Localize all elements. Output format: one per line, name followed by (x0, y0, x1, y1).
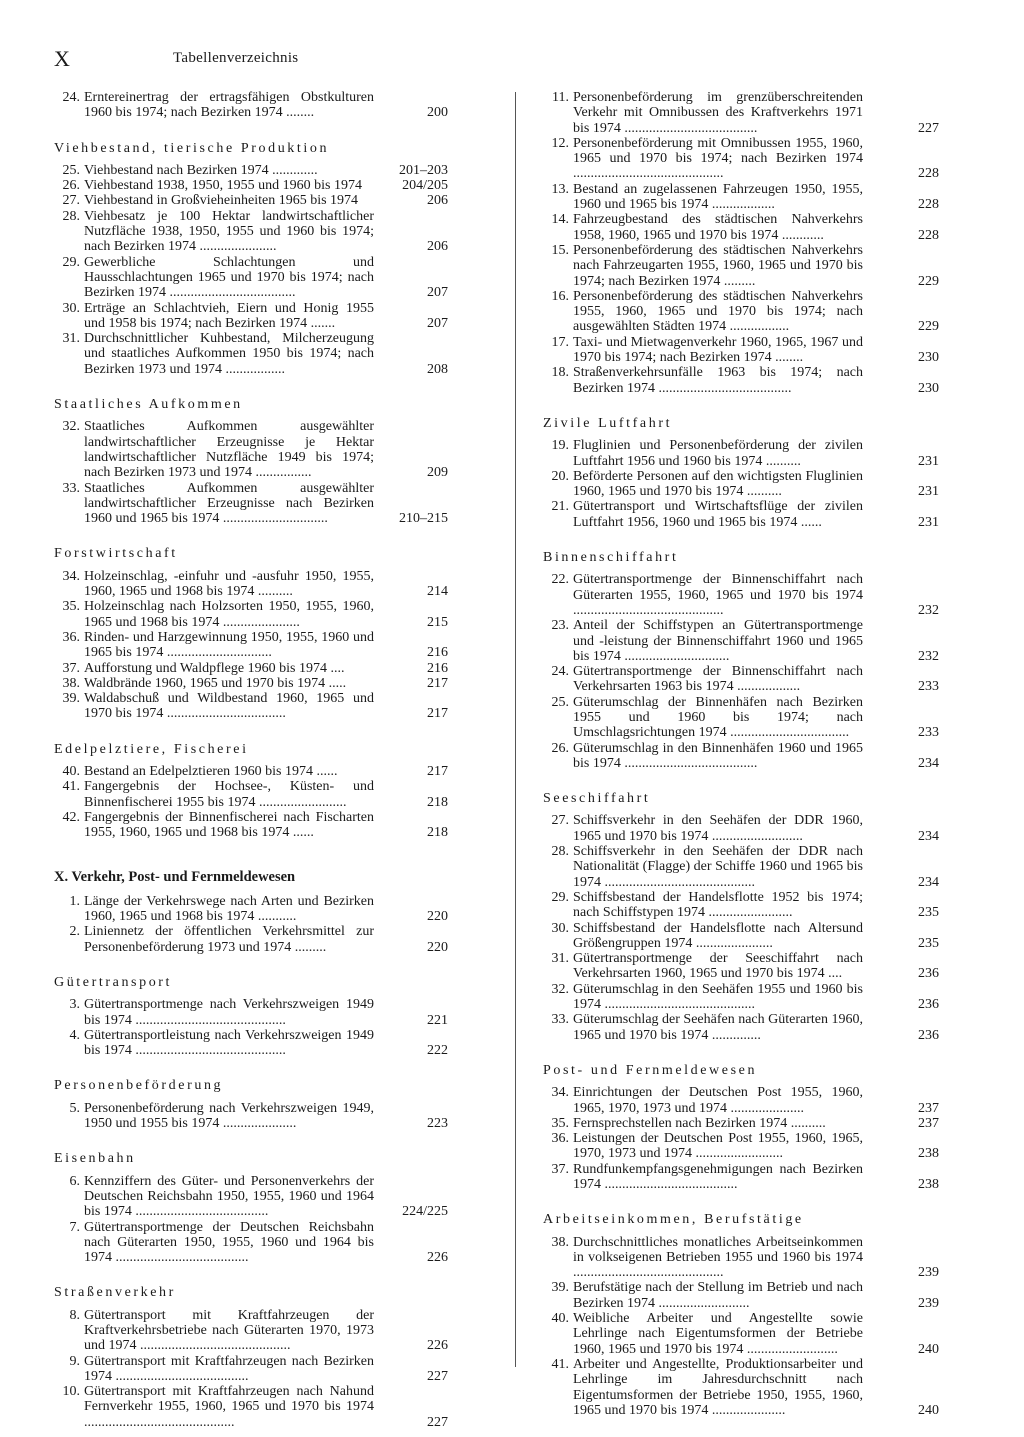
table-of-contents-entry (54, 1307, 448, 1354)
entry-title: Bestand an zugelassenen Fahrzeugen 1950, 1955, 1960 und 1965 bis 1974 .................. (573, 181, 863, 213)
entry-number: 14. (551, 212, 569, 228)
table-of-contents-entry (54, 331, 448, 377)
entry-number: 9. (69, 1353, 80, 1369)
entry-number: 27. (551, 813, 569, 829)
entry-page-number: 209 (427, 465, 448, 481)
entry-page-number: 231 (918, 453, 939, 469)
entry-page-number: 200 (427, 105, 448, 121)
entry-page-number: 235 (918, 905, 939, 921)
table-of-contents-entry (543, 572, 939, 618)
section-heading: Binnenschiffahrt (543, 550, 679, 566)
entry-number: 21. (551, 499, 569, 515)
entry-number: 41. (551, 1356, 569, 1372)
table-of-contents-entry (543, 1311, 939, 1357)
table-of-contents-entry (543, 468, 939, 500)
entry-title: Berufstätige nach der Stellung im Betrieb und nach Bezirken 1974 .......................... (573, 1280, 863, 1311)
table-of-contents-entry (543, 1131, 939, 1162)
table-of-contents-entry (54, 208, 448, 255)
entry-number: 3. (69, 997, 80, 1013)
entry-title: Schiffsbestand der Handelsflotte 1952 bis 1974; nach Schiffstypen 1974 ........................ (573, 889, 863, 921)
table-of-contents-entry (543, 981, 939, 1013)
entry-number: 30. (62, 300, 80, 316)
section-heading: Personenbeförderung (54, 1078, 224, 1094)
table-of-contents-entry (543, 889, 939, 921)
entry-title: Gütertransport mit Kraftfahrzeugen der Kraftverkehrsbetriebe nach Güterarten 1970, 1973 und 1974 ........................................... (84, 1307, 374, 1354)
table-of-contents-entry (543, 1161, 939, 1193)
entry-number: 29. (551, 889, 569, 905)
entry-number: 28. (62, 208, 80, 224)
entry-title: Viehbesatz je 100 Hektar landwirtschaftlicher Nutzfläche 1938, 1950, 1955 und 1960 bis 1974; nach Bezirken 1974 ...................... (84, 208, 374, 255)
entry-title: Gütertransportleistung nach Verkehrszweigen 1949 bis 1974 ........................................... (84, 1027, 374, 1059)
table-of-contents-entry (543, 618, 939, 664)
entry-page-number: 229 (918, 273, 939, 289)
table-of-contents-entry (543, 694, 939, 741)
entry-page-number: 233 (918, 725, 939, 741)
table-of-contents-entry (54, 675, 448, 691)
entry-page-number: 220 (427, 909, 448, 925)
table-of-contents-entry (54, 254, 448, 301)
table-of-contents-entry (54, 660, 448, 676)
table-of-contents-entry (543, 664, 939, 695)
chapter-heading: X. Verkehr, Post- und Fernmeldewesen (54, 869, 296, 886)
table-of-contents-entry (543, 844, 939, 890)
page-number: X (54, 46, 70, 71)
entry-title: Fahrzeugbestand des städtischen Nahverkehrs 1958, 1960, 1965 und 1970 bis 1974 ............ (573, 212, 863, 243)
entry-title: Rundfunkempfangsgenehmigungen nach Bezirken 1974 ...................................... (573, 1161, 863, 1192)
table-of-contents-entry (543, 365, 939, 396)
entry-page-number: 227 (918, 120, 939, 136)
entry-page-number: 221 (427, 1012, 448, 1028)
table-of-contents-entry (54, 779, 448, 810)
entry-number: 35. (551, 1115, 569, 1131)
entry-number: 25. (551, 694, 569, 710)
entry-page-number: 228 (918, 197, 939, 213)
entry-page-number: 206 (427, 193, 448, 209)
entry-number: 7. (69, 1219, 80, 1235)
entry-title: Gütertransportmenge der Binnenschiffahrt nach Verkehrsarten 1963 bis 1974 .................. (573, 664, 863, 695)
entry-page-number: 226 (427, 1250, 448, 1266)
section-heading: Gütertransport (54, 974, 173, 990)
entry-number: 13. (551, 181, 569, 197)
entry-title: Kennziffern des Güter- und Personenverkehrs der Deutschen Reichsbahn 1950, 1955, 1960 und 1964 bis 1974 ...................................... (84, 1173, 374, 1220)
entry-number: 17. (551, 334, 569, 350)
table-of-contents-entry (543, 813, 939, 844)
entry-number: 33. (551, 1012, 569, 1028)
entry-number: 29. (62, 254, 80, 270)
entry-page-number: 207 (427, 285, 448, 301)
entry-number: 32. (62, 419, 80, 435)
entry-page-number: 228 (918, 166, 939, 182)
section-heading: Staatliches Aufkommen (54, 397, 243, 413)
entry-title: Staatliches Aufkommen ausgewählter landwirtschaftlicher Erzeugnisse je Hektar landwirtschaftlicher Nutzfläche 1949 bis 1974; nach Bezirken 1973 und 1974 ................ (84, 419, 374, 481)
entry-page-number: 204/205 (402, 178, 448, 194)
table-of-contents-entry (543, 1085, 939, 1116)
table-of-contents-entry (54, 691, 448, 722)
entry-number: 5. (69, 1100, 80, 1116)
entry-title: Güterumschlag in den Seehäfen 1955 und 1960 bis 1974 ........................................... (573, 981, 863, 1013)
page-header (54, 46, 974, 70)
table-of-contents-entry (543, 1234, 939, 1281)
entry-title: Personenbeförderung im grenzüberschreitenden Verkehr mit Omnibussen des Kraftverkehrs 1971 bis 1974 ...................................... (573, 90, 863, 136)
entry-page-number: 210–215 (399, 511, 448, 527)
entry-title: Einrichtungen der Deutschen Post 1955, 1960, 1965, 1970, 1973 und 1974 ..................... (573, 1085, 863, 1116)
table-of-contents-entry (543, 438, 939, 469)
entry-page-number: 218 (427, 794, 448, 810)
table-of-contents-entry (54, 599, 448, 630)
entry-title: Fangergebnis der Binnenfischerei nach Fischarten 1955, 1960, 1965 und 1968 bis 1974 ...... (84, 809, 374, 841)
left-column (54, 90, 448, 1430)
table-of-contents-entry (543, 951, 939, 982)
entry-number: 2. (69, 924, 80, 940)
table-of-contents-entry (54, 90, 448, 121)
entry-title: Waldabschuß und Wildbestand 1960, 1965 und 1970 bis 1974 .................................. (84, 691, 374, 722)
table-of-contents-entry (54, 193, 448, 209)
entry-page-number: 226 (427, 1338, 448, 1354)
entry-title: Staatliches Aufkommen ausgewählter landwirtschaftlicher Erzeugnisse nach Bezirken 1960 und 1965 bis 1974 .............................. (84, 480, 374, 527)
entry-title: Güterumschlag in den Binnenhäfen 1960 und 1965 bis 1974 ...................................... (573, 740, 863, 771)
table-of-contents-entry (54, 1219, 448, 1266)
entry-page-number: 237 (918, 1100, 939, 1116)
entry-page-number: 227 (427, 1368, 448, 1384)
entry-title: Rinden- und Harzgewinnung 1950, 1955, 1960 und 1965 bis 1974 .............................. (84, 629, 374, 661)
entry-number: 22. (551, 572, 569, 588)
entry-title: Gütertransport und Wirtschaftsflüge der zivilen Luftfahrt 1956, 1960 und 1965 bis 1974 ...... (573, 499, 863, 530)
table-of-contents-entry (543, 334, 939, 366)
entry-number: 31. (551, 951, 569, 967)
section-heading: Arbeitseinkommen, Berufstätige (543, 1212, 804, 1228)
entry-page-number: 207 (427, 315, 448, 331)
entry-number: 19. (551, 438, 569, 454)
entry-title: Gütertransportmenge der Binnenschiffahrt nach Güterarten 1955, 1960, 1965 und 1970 bis 1974 ........................................... (573, 572, 863, 618)
entry-title: Erntereinertrag der ertragsfähigen Obstkulturen 1960 bis 1974; nach Bezirken 1974 ........ (84, 90, 374, 121)
entry-page-number: 222 (427, 1043, 448, 1059)
entry-page-number: 238 (918, 1177, 939, 1192)
section-heading: Post- und Fernmeldewesen (543, 1062, 758, 1078)
entry-title: Taxi- und Mietwagenverkehr 1960, 1965, 1967 und 1970 bis 1974; nach Bezirken 1974 ........ (573, 334, 863, 366)
table-of-contents-entry (54, 763, 448, 779)
entry-title: Schiffsverkehr in den Seehäfen der DDR 1960, 1965 und 1970 bis 1974 .......................... (573, 813, 863, 844)
entry-title: Arbeiter und Angestellte, Produktionsarbeiter und Lehrlinge im Jahresdurchschnitt nach Eigentumsformen der Betriebe 1950, 1955, 1960, 1965 und 1970 bis 1974 ..................... (573, 1356, 863, 1418)
entry-number: 34. (551, 1085, 569, 1101)
entry-page-number: 232 (918, 648, 939, 664)
entry-page-number: 215 (427, 614, 448, 630)
entry-number: 36. (551, 1131, 569, 1147)
entry-title: Waldbrände 1960, 1965 und 1970 bis 1974 ..... (84, 675, 347, 691)
section-heading: Edelpelztiere, Fischerei (54, 741, 249, 757)
entry-page-number: 240 (918, 1341, 939, 1357)
entry-page-number: 216 (427, 645, 448, 661)
page-title: Tabellenverzeichnis (173, 50, 299, 66)
entry-number: 39. (62, 691, 80, 707)
entry-page-number: 231 (918, 514, 939, 530)
entry-page-number: 228 (918, 227, 939, 243)
entry-number: 4. (69, 1027, 80, 1043)
table-of-contents-entry (543, 740, 939, 772)
entry-number: 27. (62, 193, 80, 209)
entry-number: 41. (62, 779, 80, 795)
entry-number: 40. (62, 763, 80, 779)
entry-number: 35. (62, 599, 80, 615)
entry-number: 20. (551, 468, 569, 484)
table-of-contents-entry (543, 212, 939, 243)
entry-page-number: 201–203 (399, 162, 448, 178)
entry-number: 31. (62, 331, 80, 347)
entry-number: 16. (551, 288, 569, 304)
entry-page-number: 223 (427, 1116, 448, 1132)
entry-page-number: 224/225 (402, 1204, 448, 1220)
entry-title: Weibliche Arbeiter und Angestellte sowie Lehrlinge nach Eigentumsformen der Betriebe 1960, 1965 und 1970 bis 1974 .......................... (573, 1311, 863, 1357)
entry-number: 8. (69, 1307, 80, 1323)
entry-title: Viehbestand nach Bezirken 1974 ............. (84, 162, 318, 178)
table-of-contents-entry (543, 135, 939, 182)
entry-title: Gütertransport mit Kraftfahrzeugen nach Nahund Fernverkehr 1955, 1960, 1965 und 1970 bis 1974 ........................................... (84, 1384, 374, 1430)
entry-title: Gütertransport mit Kraftfahrzeugen nach Bezirken 1974 ...................................... (84, 1353, 374, 1384)
entry-title: Liniennetz der öffentlichen Verkehrsmittel zur Personenbeförderung 1973 und 1974 ......... (84, 924, 374, 955)
entry-page-number: 235 (918, 935, 939, 951)
table-of-contents-entry (54, 300, 448, 332)
table-of-contents-entry (54, 997, 448, 1028)
table-of-contents-entry (54, 1384, 448, 1430)
entry-page-number: 236 (918, 966, 939, 982)
entry-number: 32. (551, 981, 569, 997)
entry-title: Schiffsverkehr in den Seehäfen der DDR nach Nationalität (Flagge) der Schiffe 1960 und 1965 bis 1974 ........................................... (573, 844, 863, 890)
entry-title: Aufforstung und Waldpflege 1960 bis 1974 .... (84, 660, 345, 676)
table-of-contents-entry (543, 288, 939, 335)
entry-title: Fangergebnis der Hochsee-, Küsten- und Binnenfischerei 1955 bis 1974 ......................... (84, 779, 374, 810)
table-of-contents-entry (543, 499, 939, 530)
table-of-contents-entry (54, 1100, 448, 1132)
entry-title: Personenbeförderung des städtischen Nahverkehrs 1955, 1960, 1965 und 1970 bis 1974; nach ausgewählten Städten 1974 ................. (573, 288, 863, 335)
entry-number: 11. (552, 90, 569, 105)
table-of-contents-entry (54, 162, 448, 178)
section-heading: Straßenverkehr (54, 1285, 176, 1301)
entry-title: Straßenverkehrsunfälle 1963 bis 1974; nach Bezirken 1974 ...................................... (573, 365, 863, 396)
entry-page-number: 230 (918, 380, 939, 396)
entry-number: 37. (62, 660, 80, 676)
entry-number: 42. (62, 809, 80, 825)
table-of-contents-entry (543, 1012, 939, 1043)
table-of-contents-entry (543, 181, 939, 213)
entry-title: Fernsprechstellen nach Bezirken 1974 .......... (573, 1115, 826, 1131)
entry-number: 38. (551, 1234, 569, 1250)
entry-title: Personenbeförderung nach Verkehrszweigen 1949, 1950 und 1955 bis 1974 ..................... (84, 1100, 374, 1132)
table-of-contents-entry (54, 629, 448, 661)
entry-title: Güterumschlag der Seehäfen nach Güterarten 1960, 1965 und 1970 bis 1974 .............. (573, 1012, 863, 1043)
right-column (543, 90, 939, 1418)
entry-page-number: 216 (427, 660, 448, 676)
entry-title: Fluglinien und Personenbeförderung der zivilen Luftfahrt 1956 und 1960 bis 1974 .......... (573, 438, 863, 469)
table-of-contents-entry (543, 920, 939, 952)
entry-page-number: 234 (918, 755, 939, 771)
entry-number: 26. (62, 178, 80, 194)
section-heading: Viehbestand, tierische Produktion (54, 140, 330, 156)
entry-title: Leistungen der Deutschen Post 1955, 1960, 1965, 1970, 1973 und 1974 ......................... (573, 1131, 863, 1162)
column-divider (515, 92, 516, 1367)
entry-title: Schiffsbestand der Handelsflotte nach Altersund Größengruppen 1974 ...................... (573, 920, 863, 951)
entry-number: 24. (62, 90, 80, 105)
entry-page-number: 236 (918, 1027, 939, 1043)
table-of-contents-entry (54, 568, 448, 600)
entry-number: 39. (551, 1280, 569, 1296)
entry-page-number: 217 (427, 675, 448, 691)
table-of-contents-entry (54, 924, 448, 955)
table-of-contents-entry (543, 90, 939, 136)
table-of-contents-entry (54, 1173, 448, 1220)
entry-number: 18. (551, 365, 569, 381)
entry-number: 6. (69, 1173, 80, 1189)
entry-title: Durchschnittliches monatliches Arbeitseinkommen in volkseigenen Betrieben 1955 und 1960 bis 1974 ........................................... (573, 1234, 863, 1281)
entry-title: Länge der Verkehrswege nach Arten und Bezirken 1960, 1965 und 1968 bis 1974 ........... (84, 893, 374, 925)
entry-title: Bestand an Edelpelztieren 1960 bis 1974 ...... (84, 763, 338, 779)
entry-number: 26. (551, 740, 569, 756)
section-heading: Zivile Luftfahrt (543, 415, 673, 431)
entry-title: Viehbestand 1938, 1950, 1955 und 1960 bis 1974 (84, 178, 362, 194)
section-heading: Eisenbahn (54, 1151, 136, 1167)
entry-title: Gewerbliche Schlachtungen und Hausschlachtungen 1965 und 1970 bis 1974; nach Bezirken 1974 .................................... (84, 254, 374, 301)
entry-page-number: 214 (427, 584, 448, 600)
table-of-contents-entry (543, 1280, 939, 1311)
entry-title: Gütertransportmenge der Deutschen Reichsbahn nach Güterarten 1950, 1955, 1960 und 1964 bis 1974 ...................................... (84, 1219, 374, 1266)
entry-title: Durchschnittlicher Kuhbestand, Milcherzeugung und staatliches Aufkommen 1950 bis 1974; nach Bezirken 1973 und 1974 ................. (84, 331, 374, 377)
entry-page-number: 239 (918, 1295, 939, 1311)
entry-number: 12. (551, 135, 569, 151)
table-of-contents-entry (543, 1115, 939, 1131)
entry-number: 30. (551, 920, 569, 936)
entry-title: Erträge an Schlachtvieh, Eiern und Honig 1955 und 1958 bis 1974; nach Bezirken 1974 ....... (84, 300, 374, 331)
entry-title: Gütertransportmenge nach Verkehrszweigen 1949 bis 1974 ........................................... (84, 997, 374, 1028)
entry-number: 23. (551, 618, 569, 634)
entry-page-number: 227 (427, 1414, 448, 1430)
entry-title: Holzeinschlag nach Holzsorten 1950, 1955, 1960, 1965 und 1968 bis 1974 ...................... (84, 599, 374, 630)
entry-number: 34. (62, 568, 80, 584)
entry-page-number: 208 (427, 361, 448, 377)
table-of-contents-entry (54, 1353, 448, 1385)
table-of-contents-entry (54, 1027, 448, 1059)
entry-number: 10. (62, 1384, 80, 1400)
entry-number: 25. (62, 162, 80, 178)
entry-number: 15. (551, 242, 569, 258)
table-of-contents-entry (543, 242, 939, 289)
entry-page-number: 232 (918, 602, 939, 618)
entry-page-number: 217 (427, 706, 448, 722)
entry-page-number: 233 (918, 679, 939, 695)
entry-title: Holzeinschlag, -einfuhr und -ausfuhr 1950, 1955, 1960, 1965 und 1968 bis 1974 .......... (84, 568, 374, 600)
table-of-contents-entry (543, 1356, 939, 1418)
entry-number: 1. (69, 893, 80, 909)
table-of-contents-entry (54, 893, 448, 925)
entry-title: Gütertransportmenge der Seeschiffahrt nach Verkehrsarten 1960, 1965 und 1970 bis 1974 .... (573, 951, 863, 982)
entry-number: 40. (551, 1311, 569, 1327)
table-of-contents-entry (54, 419, 448, 481)
table-of-contents-entry (54, 809, 448, 841)
entry-page-number: 236 (918, 997, 939, 1013)
entry-title: Anteil der Schiffstypen an Gütertransportmenge und -leistung der Binnenschiffahrt 1960 und 1965 bis 1974 .............................. (573, 618, 863, 664)
entry-title: Beförderte Personen auf den wichtigsten Fluglinien 1960, 1965 und 1970 bis 1974 .......... (573, 468, 863, 500)
table-of-contents-entry (54, 178, 448, 194)
entry-page-number: 234 (918, 874, 939, 890)
entry-page-number: 218 (427, 825, 448, 841)
entry-page-number: 239 (918, 1265, 939, 1281)
entry-page-number: 206 (427, 239, 448, 255)
entry-title: Personenbeförderung mit Omnibussen 1955, 1960, 1965 und 1970 bis 1974; nach Bezirken 1974 ........................................... (573, 135, 863, 182)
entry-page-number: 240 (918, 1402, 939, 1418)
entry-page-number: 238 (918, 1146, 939, 1162)
entry-page-number: 229 (918, 319, 939, 335)
section-heading: Forstwirtschaft (54, 546, 178, 562)
entry-page-number: 217 (427, 763, 448, 779)
entry-number: 28. (551, 844, 569, 860)
entry-number: 38. (62, 675, 80, 691)
entry-number: 33. (62, 480, 80, 496)
entry-title: Güterumschlag der Binnenhäfen nach Bezirken 1955 und 1960 bis 1974; nach Umschlagsrichtungen 1974 .................................. (573, 694, 863, 741)
entry-page-number: 237 (918, 1115, 939, 1131)
entry-page-number: 234 (918, 828, 939, 844)
entry-number: 24. (551, 664, 569, 680)
entry-page-number: 220 (427, 939, 448, 955)
section-heading: Seeschiffahrt (543, 791, 651, 807)
entry-title: Viehbestand in Großvieheinheiten 1965 bis 1974 (84, 193, 359, 209)
entry-title: Personenbeförderung des städtischen Nahverkehrs nach Fahrzeugarten 1955, 1960, 1965 und 1970 bis 1974; nach Bezirken 1974 ......... (573, 242, 863, 289)
entry-number: 36. (62, 629, 80, 645)
entry-page-number: 231 (918, 484, 939, 500)
entry-page-number: 230 (918, 350, 939, 366)
entry-number: 37. (551, 1161, 569, 1177)
table-of-contents-entry (54, 480, 448, 527)
